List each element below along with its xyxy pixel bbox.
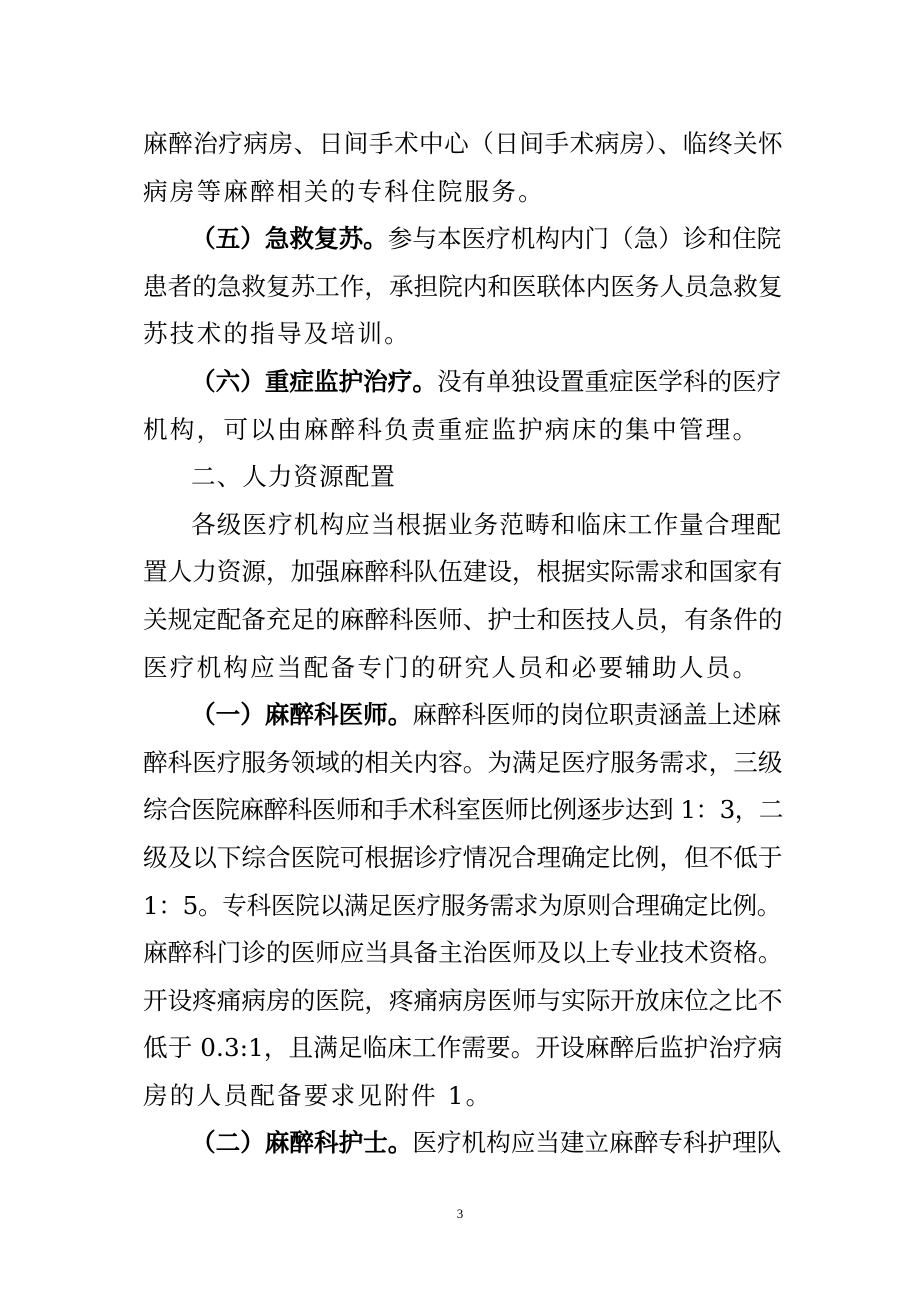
paragraph-human-resources-intro bbox=[143, 501, 783, 691]
text-line: 麻醉科门诊的医师应当具备主治医师及以上专业技术资格。 bbox=[143, 938, 783, 968]
text-line: 级及以下综合医院可根据诊疗情况合理确定比例，但不低于 bbox=[143, 842, 783, 872]
section-lead-intensive-care: （六）重症监护治疗。 bbox=[191, 366, 437, 396]
text-line: 麻醉治疗病房、日间手术中心（日间手术病房）、临终关怀 bbox=[143, 129, 784, 158]
section-lead-anesthesia-nurses: （二）麻醉科护士。 bbox=[191, 1128, 413, 1158]
paragraph-anesthesiologists bbox=[143, 691, 783, 1119]
page-number: 3 bbox=[456, 1206, 464, 1221]
text-line: 没有单独设置重症医学科的医疗 bbox=[436, 366, 782, 396]
paragraph-intensive-care bbox=[143, 358, 783, 453]
paragraph-emergency-resuscitation bbox=[143, 215, 783, 358]
text-line: 开设疼痛病房的医院，疼痛病房医师与实际开放床位之比不 bbox=[143, 985, 783, 1015]
section-lead-emergency-resuscitation: （五）急救复苏。 bbox=[191, 224, 388, 254]
text-line: 房的人员配备要求见附件 1。 bbox=[143, 1080, 493, 1110]
text-line: 病房等麻醉相关的专科住院服务。 bbox=[143, 176, 545, 206]
section-heading: 二、人力资源配置 bbox=[191, 462, 396, 492]
document-body bbox=[143, 120, 783, 1167]
text-line: 关规定配备充足的麻醉科医师、护士和医技人员，有条件的 bbox=[143, 604, 783, 634]
text-line: 醉科医疗服务领域的相关内容。为满足医疗服务需求，三级 bbox=[143, 747, 783, 777]
text-line: 医疗机构应当建立麻醉专科护理队 bbox=[412, 1128, 782, 1158]
text-line: 低于 0.3:1，且满足临床工作需要。开设麻醉后监护治疗病 bbox=[143, 1033, 783, 1063]
text-line: 患者的急救复苏工作，承担院内和医联体内医务人员急救复 bbox=[143, 271, 783, 301]
paragraph-continued-services bbox=[143, 120, 783, 215]
text-line: 置人力资源，加强麻醉科队伍建设，根据实际需求和国家有 bbox=[143, 557, 783, 587]
text-line: 1：5。专科医院以满足医疗服务需求为原则合理确定比例。 bbox=[143, 890, 782, 920]
text-line: 医疗机构应当配备专门的研究人员和必要辅助人员。 bbox=[143, 652, 760, 682]
text-line: 苏技术的指导及培训。 bbox=[143, 319, 411, 349]
text-line: 参与本医疗机构内门（急）诊和住院 bbox=[387, 224, 782, 254]
text-line: 机构，可以由麻醉科负责重症监护病床的集中管理。 bbox=[143, 414, 760, 444]
section-heading-human-resources bbox=[143, 453, 783, 501]
text-line: 各级医疗机构应当根据业务范畴和临床工作量合理配 bbox=[191, 509, 782, 539]
section-lead-anesthesiologists: （一）麻醉科医师。 bbox=[191, 700, 413, 730]
text-line: 综合医院麻醉科医师和手术科室医师比例逐步达到 1：3，二 bbox=[143, 795, 783, 825]
paragraph-anesthesia-nurses bbox=[143, 1119, 783, 1167]
text-line: 麻醉科医师的岗位职责涵盖上述麻 bbox=[412, 700, 782, 730]
